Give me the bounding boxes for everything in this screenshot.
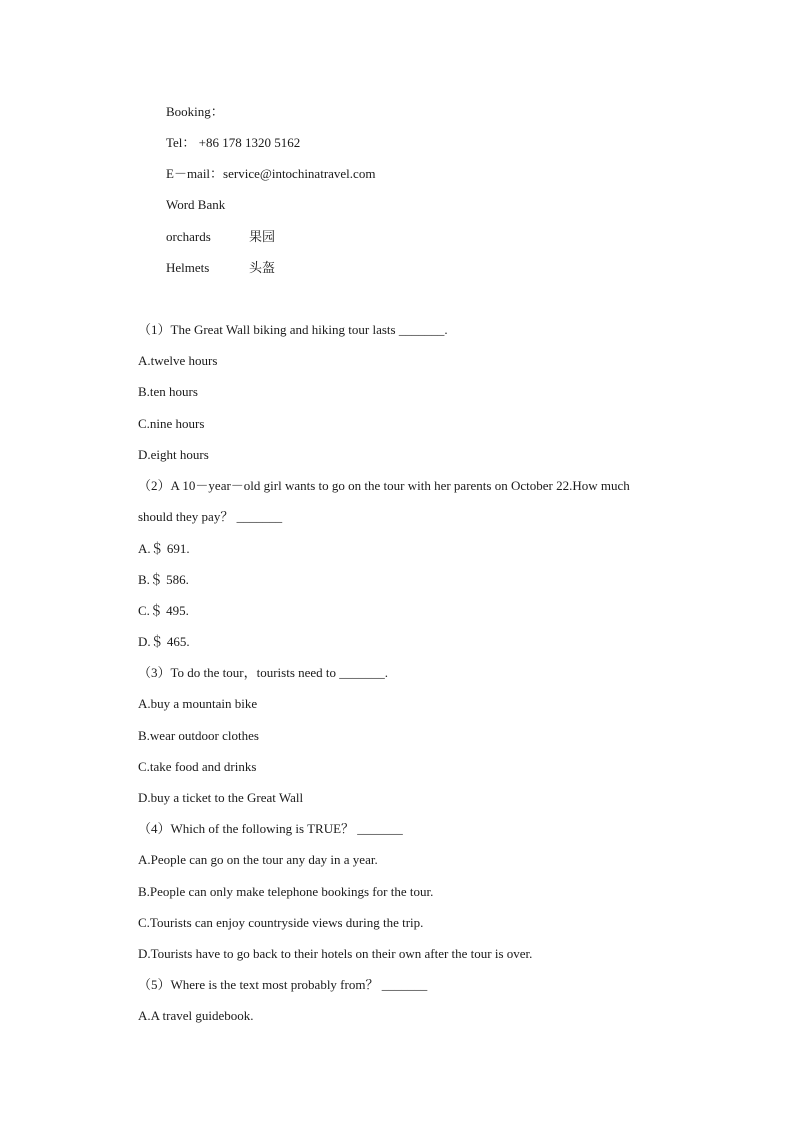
option-3b: B.wear outdoor clothes xyxy=(138,728,259,743)
option-1c: C.nine hours xyxy=(138,416,205,431)
option-1a: A.twelve hours xyxy=(138,353,218,368)
option-4b: B.People can only make telephone bookings for the tour. xyxy=(138,884,434,899)
word-bank-en: Helmets xyxy=(166,260,210,275)
question-3: （3）To do the tour，tourists need to _______. xyxy=(138,665,389,680)
question-2: （2）A 10－year－old girl wants to go on the tour with her parents on October 22.How much xyxy=(138,478,630,493)
option-3d: D.buy a ticket to the Great Wall xyxy=(138,790,304,805)
option-2a: A.＄ 691. xyxy=(138,541,190,556)
word-bank-entry xyxy=(166,229,275,245)
option-5a: A.A travel guidebook. xyxy=(138,1008,254,1023)
question-4: （4）Which of the following is TRUE？ _______ xyxy=(138,821,403,836)
word-bank-en: orchards xyxy=(166,229,211,244)
option-1b: B.ten hours xyxy=(138,384,198,399)
option-2d: D.＄ 465. xyxy=(138,634,190,649)
option-1d: D.eight hours xyxy=(138,447,209,462)
question-1: （1）The Great Wall biking and hiking tour lasts _______. xyxy=(138,322,448,337)
option-3c: C.take food and drinks xyxy=(138,759,257,774)
word-bank-entry xyxy=(166,260,275,276)
word-bank-heading: Word Bank xyxy=(166,197,226,212)
booking-tel: Tel： +86 178 1320 5162 xyxy=(166,135,301,150)
option-3a: A.buy a mountain bike xyxy=(138,696,258,711)
option-2b: B.＄ 586. xyxy=(138,572,189,587)
booking-email: E－mail：service@intochinatravel.com xyxy=(166,166,376,181)
option-4a: A.People can go on the tour any day in a year. xyxy=(138,852,378,867)
booking-heading: Booking： xyxy=(166,104,224,119)
option-4d: D.Tourists have to go back to their hotels on their own after the tour is over. xyxy=(138,946,533,961)
question-5: （5）Where is the text most probably from？ _______ xyxy=(138,977,428,992)
word-bank-cn: 果园 xyxy=(249,229,276,244)
question-2-cont: should they pay？ _______ xyxy=(138,509,283,524)
option-4c: C.Tourists can enjoy countryside views during the trip. xyxy=(138,915,424,930)
word-bank-cn: 头盔 xyxy=(249,260,276,275)
option-2c: C.＄ 495. xyxy=(138,603,189,618)
